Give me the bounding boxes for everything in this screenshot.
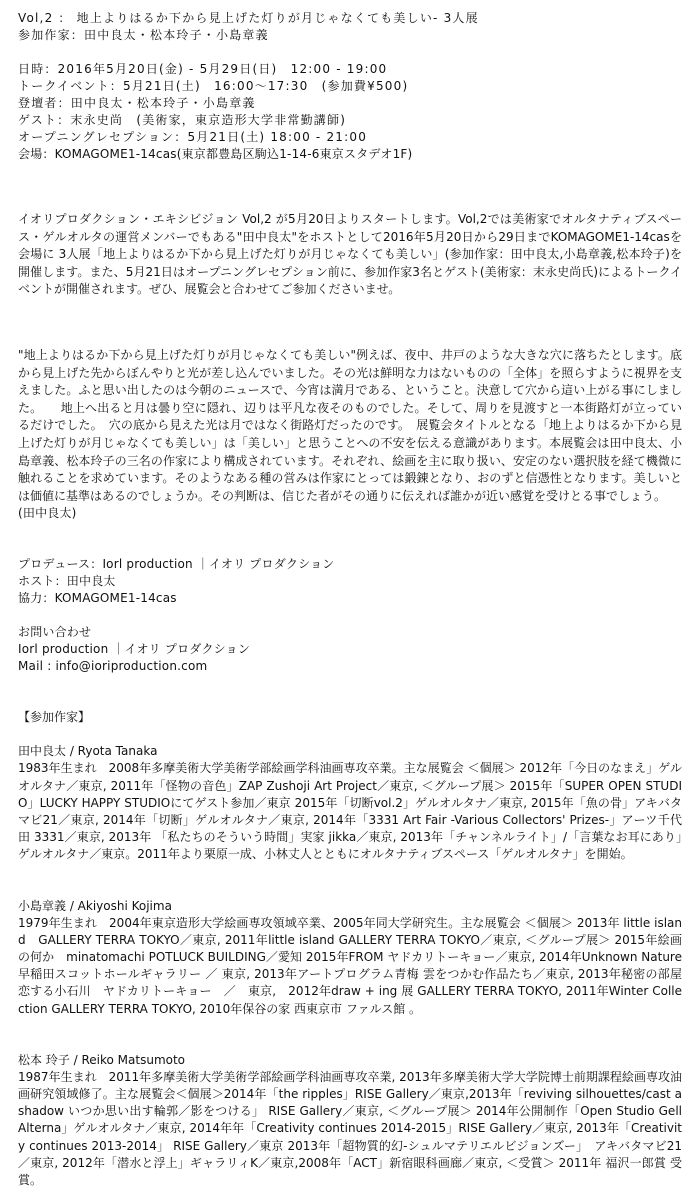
event-details — [18, 61, 682, 163]
detail-venue: 会場：KOMAGOME1-14cas(東京都豊島区駒込1-14-6東京スタデオ1F) — [18, 147, 413, 161]
credit-host: ホスト：田中良太 — [18, 574, 116, 589]
detail-speakers: 登壇者：田中良太・松本玲子・小島章義 — [18, 96, 256, 110]
intro-paragraph: イオリプロダクション・エキシビジョン Vol,2 が5月20日よりスタートします。Vol,2では美術家でオルタナティブスペース・ゲルオルタの運営メンバーでもある"田中良太"をホストとして2016年5月20日から29日までKOMAGOME1-14casを会場に 3人展「地上よりはるか下から見上げた灯りが月じゃなくても美しい」(参加作家：田中良太,小島章義,松本玲子)を開催します。また、5月21日はオープニングレセプション前に、参加作家3名とゲスト(美術家：末永史尚氏)によるトークイベントが開催されます。ぜひ、展覧会と合わせてご参加くださいませ。 — [18, 212, 682, 297]
credit-producer: プロデュース：Iorl production ｜イオリ プロダクション — [18, 557, 335, 572]
detail-talk-event: トークイベント：5月21日(土) 16:00〜17:30 (参加費¥500) — [18, 79, 409, 93]
spacer — [18, 675, 682, 709]
statement-paragraph: "地上よりはるか下から見上げた灯りが月じゃなくても美しい"例えば、夜中、井戸のような大きな穴に落ちたとします。底から見上げた先からぼんやりと光が差し込んでいました。その光は鮮明な力はないものの「全体」を照らすように視界を支えました。ふと思い出したのは今朝のニュースで、今宵は満月である、ということ。決意して穴から這い上がる事にしました。 地上へ出ると月は曇り空に隠れ、辺りは平凡な夜そのものでした。そして、周りを見渡すと一本街路灯が立っているだけでした。 穴の底から見えた光は月ではなく街路灯だったのです。 展覧会タイトルとなる「地上よりはるか下から見上げた灯りが月じゃなくても美しい」は「美しい」と思うことへの不安を伝える意識があります。本展覧会は田中良太、小島章義、松本玲子の三名の作家により構成されています。それぞれ、絵画を主に取り扱い、安定のない選択肢を経て機微に触れることを求めています。そのようなある種の営みは作家にとっては鍛錬となり、おのずと信憑性となります。美しいとは価値に基準はあるのでしょうか。その判断は、信じた者がその通りに伝えれば誰かが近い感覚を受けとる事でしょう。 — [18, 347, 682, 503]
artist-name: 田中良太 / Ryota Tanaka — [18, 744, 158, 759]
artist-bio: 1983年生まれ 2008年多摩美術大学美術学部絵画学科油画専攻卒業。主な展覧会 ＜個展＞ 2012年「今日のなまえ」ゲルオルタナ／東京, 2011年「怪物の音色」ZAP Zushoji Art Project／東京, ＜グループ展＞ 2015年「SUPER OPEN STUDIO」LUCKY HAPPY STUDIOにてゲスト参加／東京 2015年「切断vol.2」ゲルオルタナ／東京, 2015年「魚の骨」アキバタマビ21／東京, 2014年「切断」ゲルオルタナ／東京, 2014年「3331 Art Fair -Various Collectors' Prizes-」アーツ千代田 3331／東京, 2013年 「私たちのそういう時間」実家 jikka／東京, 2013年「チャンネルライト」/「言葉なお耳にあり」ゲルオルタナ／東京。2011年より栗原一成、小林丈人とともにオルタナティブスペース「ゲルオルタナ」を開始。 — [18, 761, 682, 862]
artist-bio: 1987年生まれ 2011年多摩美術大学美術学部絵画学科油画専攻卒業, 2013年多摩美術大学大学院博士前期課程絵画専攻油画研究領域修了。主な展覧会＜個展＞2014年「the ripples」RISE Gallery／東京,2013年「reviving silhouettes/cast a shadow いつか思い出す輪郭／影をつける」 RISE Gallery／東京, ＜グループ展＞ 2014年公開制作「Open Studio Gell Alterna」ゲルオルタナ／東京, 2014年年「Creativity continues 2014-2015」RISE Gallery／東京, 2013年「Creativity continues 2013-2014」 RISE Gallery／東京 2013年「超物質的幻-シュルマテリエルビジョンズー」 アキバタマビ21／東京, 2012年「潜水と浮上」ギャラリィK／東京,2008年「ACT」新宿眼科画廊／東京, ＜受賞＞ 2011年 福沢一郎賞 受賞。 — [18, 1069, 682, 1187]
spacer — [18, 864, 682, 898]
spacer — [18, 726, 682, 743]
artists-heading: 【参加作家】 — [18, 710, 91, 725]
contact-block — [18, 624, 682, 675]
spacer — [18, 163, 682, 211]
spacer — [18, 299, 682, 347]
detail-reception: オープニングレセプション：5月21日(土) 18:00 - 21:00 — [18, 130, 368, 144]
statement-signature: (田中良太) — [18, 506, 77, 521]
credits — [18, 556, 682, 607]
credit-cooperation: 協力：KOMAGOME1-14cas — [18, 591, 177, 606]
press-release — [18, 10, 695, 1189]
exhibition-title: Vol,2 ： 地上よりはるか下から見上げた灯りが月じゃなくても美しい- 3人展 — [18, 11, 479, 25]
spacer — [18, 607, 682, 624]
detail-guest: ゲスト：末永史尚 (美術家，東京造形大学非常勤講師) — [18, 113, 347, 127]
spacer — [18, 1018, 682, 1052]
contact-heading: お問い合わせ — [18, 625, 92, 640]
artist-entry-kojima — [18, 898, 695, 1018]
spacer — [18, 522, 682, 556]
detail-date: 日時：2016年5月20日(金) - 5月29日(日) 12:00 - 19:00 — [18, 62, 388, 76]
artist-entry-matsumoto — [18, 1052, 682, 1189]
contact-org: Iorl production ｜イオリ プロダクション — [18, 642, 251, 657]
spacer — [18, 44, 682, 61]
participating-artists: 参加作家：田中良太・松本玲子・小島章義 — [18, 28, 269, 42]
artist-entry-tanaka — [18, 743, 682, 863]
artist-name: 小島章義 / Akiyoshi Kojima — [18, 898, 172, 913]
contact-mail[interactable]: Mail : info@ioriproduction.com — [18, 659, 208, 674]
artist-bio: 1979年生まれ 2004年東京造形大学絵画専攻領域卒業、2005年同大学研究生。主な展覧会 ＜個展＞ 2013年 little island GALLERY TERRA TOKYO／東京, 2011年little island GALLERY TERRA TOKYO／東京, ＜グループ展＞ 2015年絵画の何か minatomachi POTLUCK BUILDING／愛知 2015年FROM ヤドカリトーキョー／東京, 2014年Unknown Nature 早稲田スコットホールギャラリー ／ 東京, 2013年アートプログラム青梅 雲をつかむ作品たち／東京, 2013年秘密の部屋 恋する小石川 ヤドカリトーキョー ／ 東京, 2012年draw + ing 展 GALLERY TERRA TOKYO, 2011年Winter Collection GALLERY TERRA TOKYO, 2010年保谷の家 西東京市 ファルス館 。 — [18, 915, 695, 1016]
artist-name: 松本 玲子 / Reiko Matsumoto — [18, 1052, 186, 1067]
